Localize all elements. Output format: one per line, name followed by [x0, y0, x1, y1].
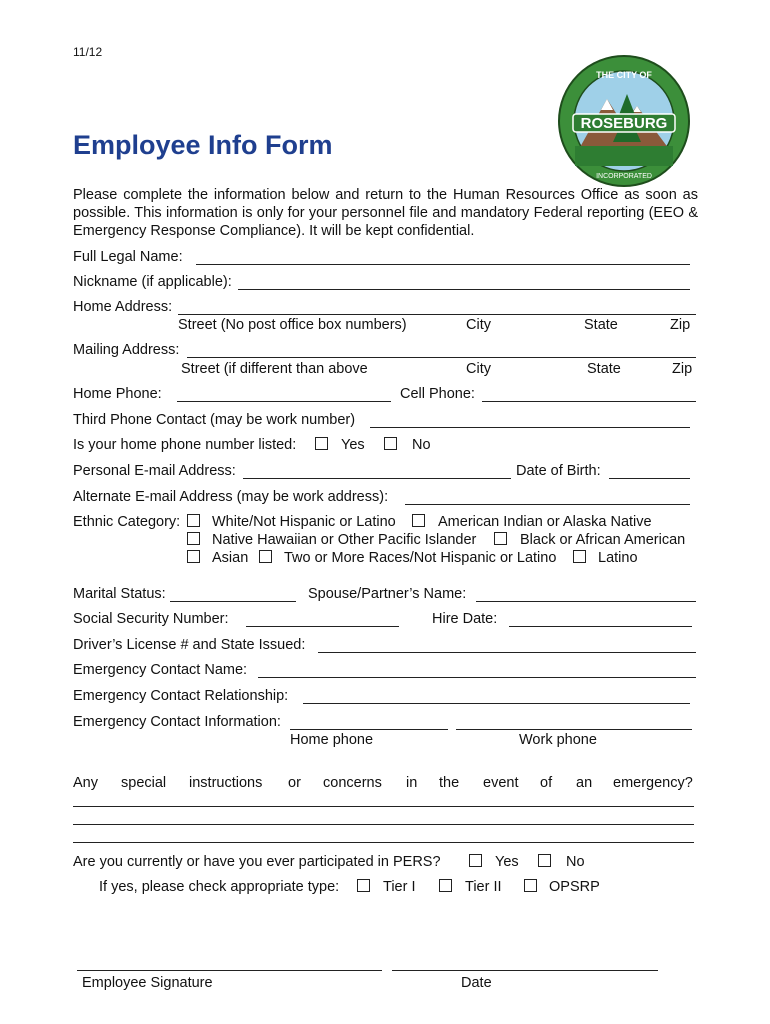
home-city-caption: City	[466, 317, 491, 333]
ethnic-native-hawaiian-checkbox[interactable]	[187, 532, 200, 545]
full-legal-name-field[interactable]	[196, 264, 690, 265]
home-street-caption: Street (No post office box numbers)	[178, 317, 407, 333]
third-phone-label: Third Phone Contact (may be work number)	[73, 412, 356, 428]
ec-work-phone-field[interactable]	[456, 729, 692, 730]
ethnic-american-indian-label: American Indian or Alaska Native	[438, 514, 652, 530]
mailing-zip-caption: Zip	[672, 361, 693, 377]
listed-no-checkbox[interactable]	[384, 437, 397, 450]
drivers-license-field[interactable]	[318, 652, 696, 653]
pers-no-label: No	[566, 854, 585, 870]
logo-top-text: THE CITY OF	[596, 70, 652, 80]
instructions-line-2[interactable]	[73, 824, 694, 825]
intro-paragraph: Please complete the information below and return to the Human Resources Office as soon as possible. This information is only for your personnel file and mandatory Federal reporting (EEO & Emergency Response Compliance). It will be kept confidential.	[73, 187, 698, 239]
ssn-field[interactable]	[246, 626, 399, 627]
date-caption: Date	[461, 975, 492, 991]
mailing-address-label: Mailing Address:	[73, 342, 180, 358]
listed-question: Is your home phone number listed:	[73, 437, 297, 453]
ethnic-american-indian-checkbox[interactable]	[412, 514, 425, 527]
ec-info-label: Emergency Contact Information:	[73, 714, 281, 730]
dob-field[interactable]	[609, 478, 690, 479]
instructions-word: special	[121, 775, 167, 791]
city-seal-logo	[557, 54, 691, 188]
instructions-word: instructions	[189, 775, 263, 791]
pers-tier1-checkbox[interactable]	[357, 879, 370, 892]
cell-phone-field[interactable]	[482, 401, 696, 402]
dob-label: Date of Birth:	[516, 463, 601, 479]
ethnic-native-hawaiian-label: Native Hawaiian or Other Pacific Islander	[212, 532, 477, 548]
ethnic-two-or-more-checkbox[interactable]	[259, 550, 272, 563]
page-title: Employee Info Form	[73, 130, 333, 160]
instructions-word: the	[439, 775, 460, 791]
home-address-field[interactable]	[178, 314, 696, 315]
home-state-caption: State	[584, 317, 618, 333]
spouse-label: Spouse/Partner’s Name:	[308, 586, 467, 602]
hire-date-field[interactable]	[509, 626, 692, 627]
instructions-word: in	[406, 775, 418, 791]
home-phone-field[interactable]	[177, 401, 391, 402]
signature-caption: Employee Signature	[82, 975, 213, 991]
mailing-address-field[interactable]	[187, 357, 696, 358]
ethnic-two-or-more-label: Two or More Races/Not Hispanic or Latino	[284, 550, 557, 566]
pers-yes-checkbox[interactable]	[469, 854, 482, 867]
ec-relationship-field[interactable]	[303, 703, 690, 704]
signature-field[interactable]	[77, 970, 382, 971]
listed-no-label: No	[412, 437, 431, 453]
logo-main-text: ROSEBURG	[580, 115, 668, 132]
cell-phone-label: Cell Phone:	[400, 386, 475, 402]
instructions-line-1[interactable]	[73, 806, 694, 807]
pers-opsrp-label: OPSRP	[549, 879, 600, 895]
pers-no-checkbox[interactable]	[538, 854, 551, 867]
instructions-word: an	[576, 775, 593, 791]
listed-yes-label: Yes	[341, 437, 365, 453]
mailing-city-caption: City	[466, 361, 491, 377]
ec-home-phone-field[interactable]	[290, 729, 448, 730]
ec-work-phone-caption: Work phone	[519, 732, 597, 748]
listed-yes-checkbox[interactable]	[315, 437, 328, 450]
personal-email-label: Personal E-mail Address:	[73, 463, 236, 479]
hire-date-label: Hire Date:	[432, 611, 498, 627]
instructions-word: of	[540, 775, 553, 791]
instructions-word: concerns	[323, 775, 382, 791]
nickname-field[interactable]	[238, 289, 690, 290]
mailing-street-caption: Street (if different than above	[181, 361, 368, 377]
ethnic-latino-label: Latino	[598, 550, 638, 566]
nickname-label: Nickname (if applicable):	[73, 274, 232, 290]
third-phone-field[interactable]	[370, 427, 690, 428]
marital-status-field[interactable]	[170, 601, 296, 602]
page-number: 11/12	[73, 45, 103, 59]
ethnic-asian-label: Asian	[212, 550, 249, 566]
spouse-field[interactable]	[476, 601, 696, 602]
pers-yes-label: Yes	[495, 854, 519, 870]
logo-bottom-text: INCORPORATED	[596, 173, 652, 180]
instructions-word: emergency?	[613, 775, 693, 791]
ethnic-category-label: Ethnic Category:	[73, 514, 181, 530]
instructions-word: Any	[73, 775, 98, 791]
ec-relationship-label: Emergency Contact Relationship:	[73, 688, 289, 704]
ssn-label: Social Security Number:	[73, 611, 229, 627]
ec-name-field[interactable]	[258, 677, 696, 678]
full-legal-name-label: Full Legal Name:	[73, 249, 183, 265]
pers-type-question: If yes, please check appropriate type:	[99, 879, 340, 895]
alt-email-label: Alternate E-mail Address (may be work address):	[73, 489, 389, 505]
instructions-line-3[interactable]	[73, 842, 694, 843]
ethnic-white-checkbox[interactable]	[187, 514, 200, 527]
home-address-label: Home Address:	[73, 299, 173, 315]
pers-question: Are you currently or have you ever participated in PERS?	[73, 854, 441, 870]
pers-tier2-checkbox[interactable]	[439, 879, 452, 892]
mailing-state-caption: State	[587, 361, 621, 377]
marital-status-label: Marital Status:	[73, 586, 166, 602]
ethnic-white-label: White/Not Hispanic or Latino	[212, 514, 396, 530]
instructions-word: or	[288, 775, 301, 791]
pers-opsrp-checkbox[interactable]	[524, 879, 537, 892]
ethnic-latino-checkbox[interactable]	[573, 550, 586, 563]
ethnic-black-checkbox[interactable]	[494, 532, 507, 545]
ethnic-black-label: Black or African American	[520, 532, 686, 548]
pers-tier1-label: Tier I	[383, 879, 416, 895]
home-zip-caption: Zip	[670, 317, 691, 333]
alt-email-field[interactable]	[405, 504, 690, 505]
signature-date-field[interactable]	[392, 970, 658, 971]
home-phone-label: Home Phone:	[73, 386, 162, 402]
instructions-word: event	[483, 775, 519, 791]
personal-email-field[interactable]	[243, 478, 511, 479]
ethnic-asian-checkbox[interactable]	[187, 550, 200, 563]
ec-home-phone-caption: Home phone	[290, 732, 374, 748]
ec-name-label: Emergency Contact Name:	[73, 662, 248, 678]
drivers-license-label: Driver’s License # and State Issued:	[73, 637, 306, 653]
pers-tier2-label: Tier II	[465, 879, 502, 895]
